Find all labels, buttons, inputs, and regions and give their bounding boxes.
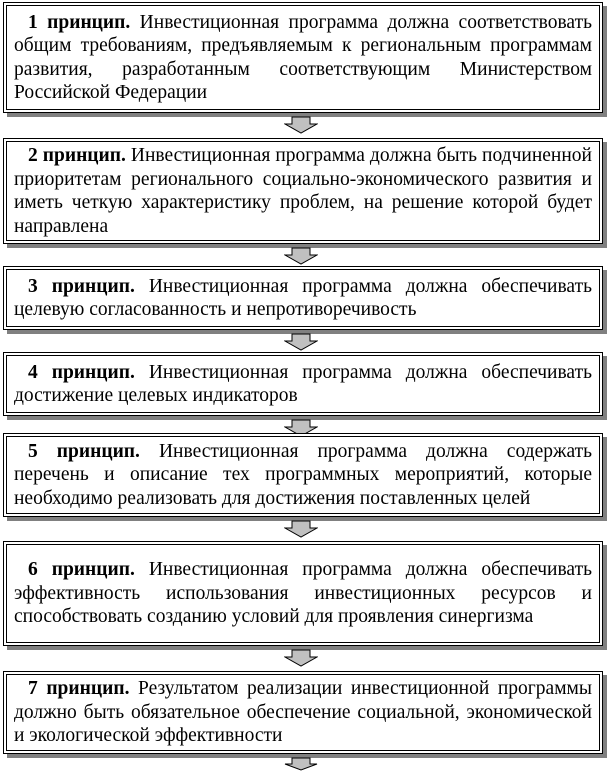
principle-lead-6: 6 принцип. xyxy=(28,559,135,581)
principle-text-2 xyxy=(14,144,592,238)
principle-lead-2: 2 принцип. xyxy=(28,145,126,166)
principle-box-5 xyxy=(3,433,603,517)
principle-box-7 xyxy=(3,671,603,754)
principle-body-2: Инвестиционная программа должна быть подчиненной приоритетам регионального социально-экономического развития и иметь четкую характеристику проблем, на решение которой будет направлена xyxy=(14,145,592,237)
principle-lead-5: 5 принцип. xyxy=(28,440,140,462)
principle-box-4 xyxy=(3,352,603,416)
down-arrow-icon xyxy=(284,520,318,538)
principle-body-5: Инвестиционная программа должна содержать перечень и описание тех программных мероприятий, которые необходимо реализовать для достижения поставленных целей xyxy=(14,440,593,509)
principle-body-3: Инвестиционная программа должна обеспечивать целевую согласованность и непротиворечивость xyxy=(14,275,592,320)
principle-text-4 xyxy=(14,361,592,408)
principle-box-3 xyxy=(3,266,603,330)
down-arrow-icon xyxy=(284,116,318,134)
principle-box-1 xyxy=(3,2,603,113)
down-arrow-icon xyxy=(284,649,318,667)
principle-body-4: Инвестиционная программа должна обеспечивать достижение целевых индикаторов xyxy=(14,361,592,406)
principle-body-7: Результатом реализации инвестиционной программы должно быть обязательное обеспечение социальной, экономической и экологической эффективности xyxy=(14,678,592,747)
principle-body-6: Инвестиционная программа должна обеспечивать эффективность использования инвестиционных ресурсов и способствовать созданию условий для проявления синергизма xyxy=(14,559,592,628)
principle-text-7 xyxy=(14,677,592,748)
principle-lead-4: 4 принцип. xyxy=(28,361,135,383)
principle-text-1 xyxy=(14,11,592,105)
principle-box-2 xyxy=(3,138,603,244)
principle-text-3 xyxy=(14,275,592,322)
principle-text-6 xyxy=(14,558,592,629)
principle-lead-1: 1 принцип. xyxy=(28,11,131,33)
principle-lead-7: 7 принцип. xyxy=(28,678,130,700)
down-arrow-icon xyxy=(284,333,318,351)
down-arrow-icon xyxy=(284,247,318,265)
principle-lead-3: 3 принцип. xyxy=(28,275,135,297)
principle-body-1: Инвестиционная программа должна соответствовать общим требованиям, предъявляемым к региональным программам развития, разработанным соответствующим Министерством Российской Федерации xyxy=(14,11,592,103)
principle-box-6 xyxy=(3,541,603,646)
down-arrow-icon xyxy=(284,757,318,771)
principle-text-5 xyxy=(14,440,592,511)
